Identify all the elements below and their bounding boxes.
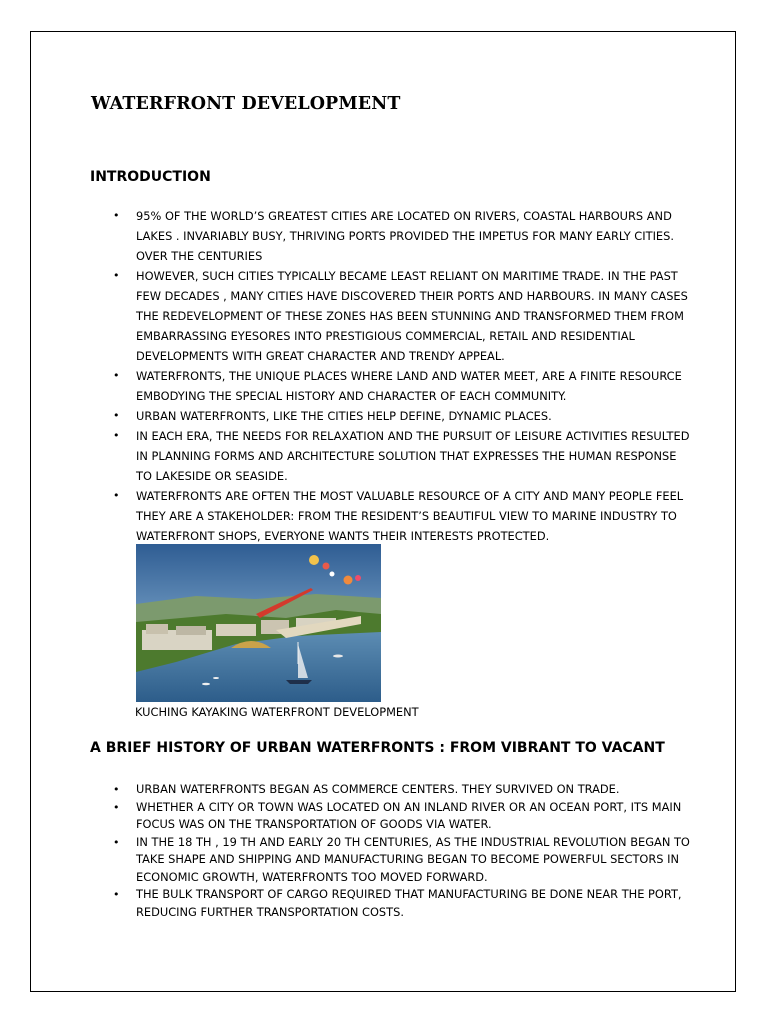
history-bullet-list bbox=[90, 781, 690, 921]
bullet-text: URBAN WATERFRONTS, LIKE THE CITIES HELP DEFINE, DYNAMIC PLACES. bbox=[136, 409, 552, 423]
bullet-icon: • bbox=[113, 835, 120, 849]
bullet-icon: • bbox=[113, 429, 120, 442]
bullet-text: WHETHER A CITY OR TOWN WAS LOCATED ON AN INLAND RIVER OR AN OCEAN PORT, ITS MAIN FOCUS WAS ON THE TRANSPORTATION OF GOODS VIA WATER. bbox=[136, 799, 682, 831]
bullet-icon: • bbox=[113, 489, 120, 502]
bullet-text: WATERFRONTS ARE OFTEN THE MOST VALUABLE RESOURCE OF A CITY AND MANY PEOPLE FEEL THEY ARE A STAKEHOLDER: FROM THE RESIDENT’S BEAUTIFUL VIEW TO MARINE INDUSTRY TO WATERFRONT SHOPS, EVERYONE WANTS THEIR INTERESTS PROTECTED. bbox=[136, 489, 684, 543]
bullet-icon: • bbox=[113, 800, 120, 814]
list-item bbox=[90, 886, 690, 921]
history-heading: A BRIEF HISTORY OF URBAN WATERFRONTS : FROM VIBRANT TO VACANT bbox=[90, 740, 665, 756]
list-item bbox=[90, 799, 690, 834]
figure-caption: KUCHING KAYAKING WATERFRONT DEVELOPMENT bbox=[135, 705, 419, 719]
list-item bbox=[90, 406, 690, 426]
bullet-text: IN THE 18 TH , 19 TH AND EARLY 20 TH CENTURIES, AS THE INDUSTRIAL REVOLUTION BEGAN TO TAKE SHAPE AND SHIPPING AND MANUFACTURING BEGAN TO BECOME POWERFUL SECTORS IN ECONOMIC GROWTH, WATERFRONTS TOO MOVED FORWARD. bbox=[136, 834, 690, 884]
bullet-icon: • bbox=[113, 209, 120, 222]
list-item bbox=[90, 426, 690, 486]
bullet-text: WATERFRONTS, THE UNIQUE PLACES WHERE LAND AND WATER MEET, ARE A FINITE RESOURCE EMBODYING THE SPECIAL HISTORY AND CHARACTER OF EACH COMMUNITY. bbox=[136, 369, 682, 403]
introduction-bullet-list bbox=[90, 206, 690, 546]
list-item bbox=[90, 366, 690, 406]
list-item bbox=[90, 781, 690, 799]
bullet-icon: • bbox=[113, 369, 120, 382]
list-item bbox=[90, 834, 690, 887]
bullet-text: THE BULK TRANSPORT OF CARGO REQUIRED THAT MANUFACTURING BE DONE NEAR THE PORT, REDUCING FURTHER TRANSPORTATION COSTS. bbox=[136, 887, 682, 919]
bullet-text: HOWEVER, SUCH CITIES TYPICALLY BECAME LEAST RELIANT ON MARITIME TRADE. IN THE PAST FEW DECADES , MANY CITIES HAVE DISCOVERED THEIR PORTS AND HARBOURS. IN MANY CASES THE REDEVELOPMENT OF THESE ZONES HAS BEEN STUNNING AND TRANSFORMED THEM FROM EMBARRASSING EYESORES INTO PRESTIGIOUS COMMERCIAL, RETAIL AND RESIDENTIAL DEVELOPMENTS WITH GREAT CHARACTER AND TRENDY APPEAL. bbox=[136, 269, 688, 363]
waterfront-photo bbox=[136, 544, 381, 702]
introduction-heading: INTRODUCTION bbox=[90, 169, 211, 185]
bullet-text: IN EACH ERA, THE NEEDS FOR RELAXATION AND THE PURSUIT OF LEISURE ACTIVITIES RESULTED IN PLANNING FORMS AND ARCHITECTURE SOLUTION THAT EXPRESSES THE HUMAN RESPONSE TO LAKESIDE OR SEASIDE. bbox=[136, 429, 690, 483]
list-item bbox=[90, 266, 690, 366]
list-item bbox=[90, 486, 690, 546]
bullet-icon: • bbox=[113, 888, 120, 901]
bullet-text: 95% OF THE WORLD’S GREATEST CITIES ARE LOCATED ON RIVERS, COASTAL HARBOURS AND LAKES . INVARIABLY BUSY, THRIVING PORTS PROVIDED THE IMPETUS FOR MANY EARLY CITIES. OVER THE CENTURIES bbox=[136, 209, 674, 263]
bullet-icon: • bbox=[113, 269, 120, 282]
bullet-text: URBAN WATERFRONTS BEGAN AS COMMERCE CENTERS. THEY SURVIVED ON TRADE. bbox=[136, 782, 620, 796]
list-item bbox=[90, 206, 690, 266]
bullet-icon: • bbox=[113, 783, 120, 796]
bullet-icon: • bbox=[113, 409, 120, 422]
document-title: WATERFRONT DEVELOPMENT bbox=[91, 94, 401, 114]
